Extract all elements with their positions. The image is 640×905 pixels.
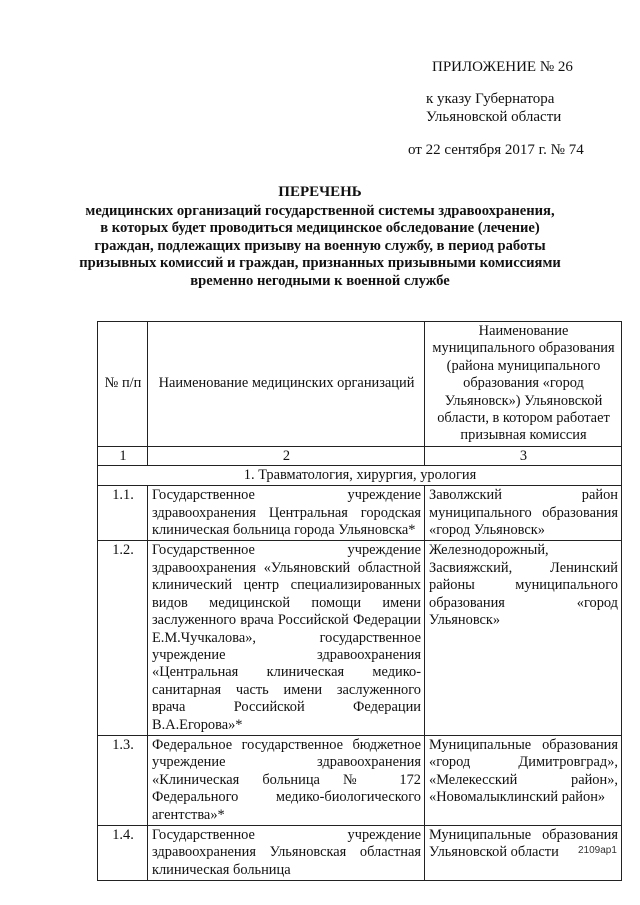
appendix-decree <box>426 90 598 126</box>
row-municipality: Муниципальные образования «город Димитровград», «Мелекесский район», «Новомалыклинский район» <box>425 735 622 825</box>
table-row <box>98 486 622 541</box>
table-row <box>98 825 622 880</box>
document-subtitle-line: призывных комиссий и граждан, признанных призывными комиссиями <box>79 255 561 272</box>
document-title <box>60 184 580 291</box>
table-row <box>98 735 622 825</box>
appendix-date: от 22 сентября 2017 г. № 74 <box>408 142 584 158</box>
organizations-table <box>97 321 622 881</box>
column-number-row <box>98 446 622 465</box>
column-number: 3 <box>425 446 622 465</box>
document-heading: ПЕРЕЧЕНЬ <box>278 184 362 200</box>
section-row <box>98 465 622 485</box>
row-number: 1.3. <box>98 735 148 825</box>
header-organization: Наименование медицинских организаций <box>148 322 425 447</box>
column-number: 1 <box>98 446 148 465</box>
appendix-title: ПРИЛОЖЕНИЕ № 26 <box>432 59 573 75</box>
document-subtitle-line: в которых будет проводиться медицинское обследование (лечение) <box>100 220 540 237</box>
section-title: 1. Травматология, хирургия, урология <box>98 465 622 485</box>
appendix-decree-line: Ульяновской области <box>426 109 562 125</box>
row-municipality: Муниципальные образования Ульяновской области <box>425 825 622 880</box>
row-organization: Федеральное государственное бюджетное учреждение здравоохранения «Клиническая больница № 172 Федерального медико-биологического агентства»* <box>148 735 425 825</box>
appendix-decree-line: к указу Губернатора <box>426 91 555 107</box>
document-subtitle-line: временно негодными к военной службе <box>190 272 450 289</box>
row-municipality: Заволжский район муниципального образования «город Ульяновск» <box>425 486 622 541</box>
row-number: 1.2. <box>98 541 148 735</box>
appendix-block <box>398 58 598 159</box>
header-number: № п/п <box>98 322 148 447</box>
document-code: 2109ap1 <box>578 845 617 856</box>
document-subtitle-line: граждан, подлежащих призыву на военную службу, в период работы <box>94 237 546 254</box>
row-municipality: Железнодорожный, Засвияжский, Ленинский районы муниципального образования «город Ульяновск» <box>425 541 622 735</box>
row-number: 1.1. <box>98 486 148 541</box>
document-subtitle-line: медицинских организаций государственной системы здравоохранения, <box>85 202 555 219</box>
table-header-row <box>98 322 622 447</box>
row-number: 1.4. <box>98 825 148 880</box>
row-organization: Государственное учреждение здравоохранения Ульяновская областная клиническая больница <box>148 825 425 880</box>
row-organization: Государственное учреждение здравоохранения Центральная городская клиническая больница города Ульяновска* <box>148 486 425 541</box>
table-row <box>98 541 622 735</box>
column-number: 2 <box>148 446 425 465</box>
header-municipality: Наименование муниципального образования (района муниципального образования «город Ульяновск») Ульяновской области, в котором работает призывная комиссия <box>425 322 622 447</box>
row-organization: Государственное учреждение здравоохранения «Ульяновский областной клинический центр специализированных видов медицинской помощи имени заслуженного врача Российской Федерации Е.М.Чучкалова», государственное учреждение здравоохранения «Центральная клиническая медико-санитарная часть имени заслуженного врача Российской Федерации В.А.Егорова»* <box>148 541 425 735</box>
